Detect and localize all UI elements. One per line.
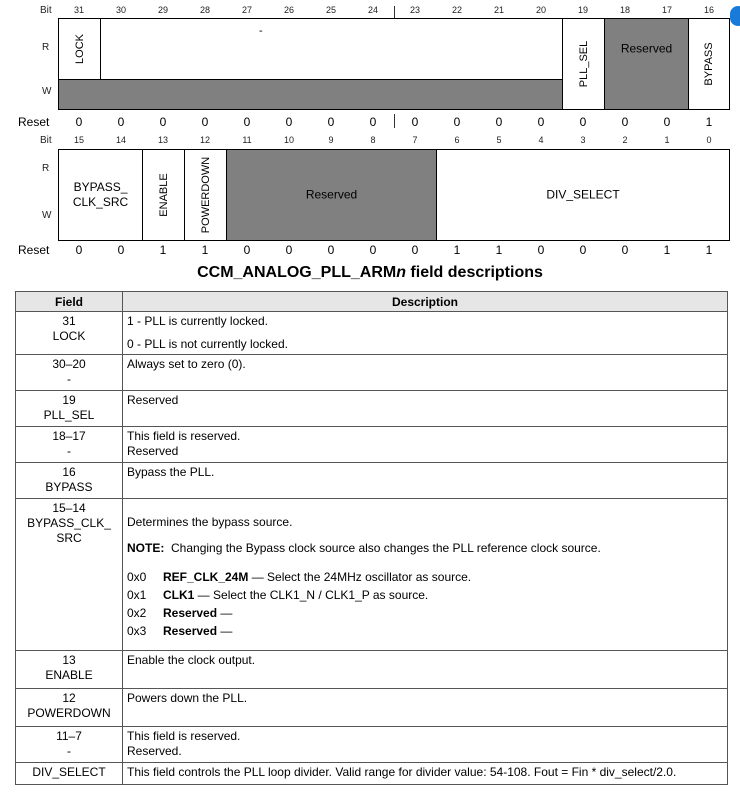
reset-value-lower-6: 0: [327, 243, 335, 257]
reset-value-upper-2: 0: [159, 115, 167, 129]
bit-number-upper-6: 25: [325, 5, 336, 15]
reset-value-upper-9: 0: [453, 115, 461, 129]
reset-value-upper-8: 0: [411, 115, 419, 129]
bit-number-lower-1: 14: [115, 135, 126, 145]
table-caption: CCM_ANALOG_PLL_ARMn field descriptions: [197, 264, 543, 281]
bit-number-lower-5: 10: [283, 135, 294, 145]
bit-label-upper: Bit: [40, 5, 52, 16]
reset-value-upper-1: 0: [117, 115, 125, 129]
field-div-select-label: DIV_SELECT: [546, 187, 620, 202]
bit-label-lower: Bit: [40, 135, 52, 146]
field-div-select: [436, 149, 730, 241]
reset-value-lower-14: 1: [663, 243, 671, 257]
byte-divider: [394, 6, 395, 18]
w-label-upper: W: [42, 86, 52, 97]
table-row: 19 PLL_SEL Reserved: [16, 391, 728, 427]
field-enable: [142, 149, 185, 241]
field-descriptions-table: [15, 291, 728, 785]
bit-number-upper-12: 19: [577, 5, 588, 15]
table-row: 31 LOCK 1 - PLL is currently locked. 0 - PLL is not currently locked.: [16, 312, 728, 355]
bit-number-lower-10: 5: [496, 135, 502, 145]
bit-number-upper-2: 29: [157, 5, 168, 15]
table-row: DIV_SELECT This field controls the PLL loop divider. Valid range for divider value: 54-108. Fout = Fin * div_select/2.0.: [16, 763, 728, 785]
reset-value-upper-10: 0: [495, 115, 503, 129]
bit-number-upper-5: 26: [283, 5, 294, 15]
reset-value-lower-13: 0: [621, 243, 629, 257]
field-enable-label: ENABLE: [157, 173, 170, 217]
bit-number-lower-13: 2: [622, 135, 628, 145]
bit-number-lower-0: 15: [73, 135, 84, 145]
bit-number-lower-4: 11: [242, 135, 252, 145]
field-reserved-upper-label: Reserved: [620, 41, 673, 56]
table-row: 11–7 - This field is reserved. Reserved.: [16, 727, 728, 763]
reset-divider-upper: [394, 114, 395, 128]
write-only-reserved: [58, 79, 563, 110]
reset-value-upper-4: 0: [243, 115, 251, 129]
bit-number-lower-7: 8: [370, 135, 376, 145]
field-pll-sel: [562, 18, 605, 110]
field-powerdown: [184, 149, 227, 241]
table-row: 15–14 BYPASS_CLK_ SRC Determines the bypass source. NOTE: Changing the Bypass clock source also changes the PLL reference clock source. 0x0 REF_CLK_24M — Select the 24MHz oscillator as source. 0x1 CLK1 — Select the CLK1_N / CLK1_P as source. 0x2 Reserved — 0x3 Reserved —: [16, 499, 728, 651]
reset-value-lower-1: 0: [117, 243, 125, 257]
bit-number-lower-6: 9: [328, 135, 334, 145]
field-bypass-clk-src-label: BYPASS_ CLK_SRC: [72, 180, 129, 209]
reset-value-upper-14: 0: [663, 115, 671, 129]
reset-value-lower-0: 0: [75, 243, 83, 257]
header-description: Description: [123, 292, 728, 312]
reset-value-lower-2: 1: [159, 243, 167, 257]
bit-number-upper-8: 23: [409, 5, 420, 15]
field-bypass-label: BYPASS: [703, 42, 715, 86]
reset-label-lower: Reset: [18, 243, 50, 257]
reset-value-lower-3: 1: [201, 243, 209, 257]
field-reserved-lower: [226, 149, 437, 241]
reset-value-lower-7: 0: [369, 243, 377, 257]
bit-number-upper-7: 24: [367, 5, 378, 15]
table-row: 12 POWERDOWN Powers down the PLL.: [16, 689, 728, 727]
reset-value-upper-13: 0: [621, 115, 629, 129]
bit-number-upper-13: 18: [619, 5, 630, 15]
field-lock-label: LOCK: [73, 34, 86, 64]
table-row: 13 ENABLE Enable the clock output.: [16, 651, 728, 689]
blue-circle-icon: [730, 6, 740, 26]
bit-number-upper-1: 30: [115, 5, 126, 15]
table-row: 30–20 - Always set to zero (0).: [16, 355, 728, 391]
field-powerdown-label: POWERDOWN: [199, 156, 212, 234]
r-label-upper: R: [42, 42, 50, 53]
reset-value-lower-8: 0: [411, 243, 419, 257]
bit-number-lower-8: 7: [412, 135, 418, 145]
bit-number-lower-3: 12: [199, 135, 210, 145]
reset-value-lower-11: 0: [537, 243, 545, 257]
table-row: 16 BYPASS Bypass the PLL.: [16, 463, 728, 499]
reset-label-upper: Reset: [18, 115, 50, 129]
reset-value-upper-3: 0: [201, 115, 209, 129]
r-label-lower: R: [42, 163, 50, 174]
bit-number-lower-12: 3: [580, 135, 586, 145]
field-lock: [58, 18, 101, 80]
field-bypass-clk-src: [58, 149, 143, 241]
bit-number-upper-9: 22: [451, 5, 462, 15]
reset-value-lower-5: 0: [285, 243, 293, 257]
reset-value-lower-15: 1: [705, 243, 713, 257]
reset-value-upper-5: 0: [285, 115, 293, 129]
bit-number-upper-10: 21: [493, 5, 504, 15]
table-row: 18–17 - This field is reserved. Reserved: [16, 427, 728, 463]
field-unused-label: -: [259, 25, 263, 37]
field-reserved-lower-label: Reserved: [305, 187, 358, 202]
field-pll-sel-label: PLL_SEL: [577, 40, 590, 88]
w-label-lower: W: [42, 210, 52, 221]
bit-number-lower-11: 4: [538, 135, 544, 145]
bit-number-upper-4: 27: [241, 5, 252, 15]
reset-value-lower-10: 1: [495, 243, 503, 257]
field-reserved-upper: [604, 18, 689, 110]
field-bypass: [688, 18, 730, 110]
bit-number-upper-11: 20: [535, 5, 546, 15]
reset-value-upper-12: 0: [579, 115, 587, 129]
reset-value-lower-12: 0: [579, 243, 587, 257]
bit-number-upper-15: 16: [703, 5, 714, 15]
reset-value-lower-9: 1: [453, 243, 461, 257]
reset-value-upper-11: 0: [537, 115, 545, 129]
reset-value-upper-6: 0: [327, 115, 335, 129]
header-field: Field: [16, 292, 123, 312]
bit-number-lower-15: 0: [706, 135, 712, 145]
reset-value-upper-0: 0: [75, 115, 83, 129]
bit-number-lower-2: 13: [157, 135, 168, 145]
bit-number-upper-14: 17: [661, 5, 672, 15]
reset-value-upper-7: 0: [369, 115, 377, 129]
reset-value-upper-15: 1: [705, 115, 713, 129]
bit-number-upper-0: 31: [73, 5, 84, 15]
bit-number-lower-9: 6: [454, 135, 460, 145]
field-unused: [100, 18, 563, 80]
reset-value-lower-4: 0: [243, 243, 251, 257]
bit-number-lower-14: 1: [664, 135, 670, 145]
bit-number-upper-3: 28: [199, 5, 210, 15]
